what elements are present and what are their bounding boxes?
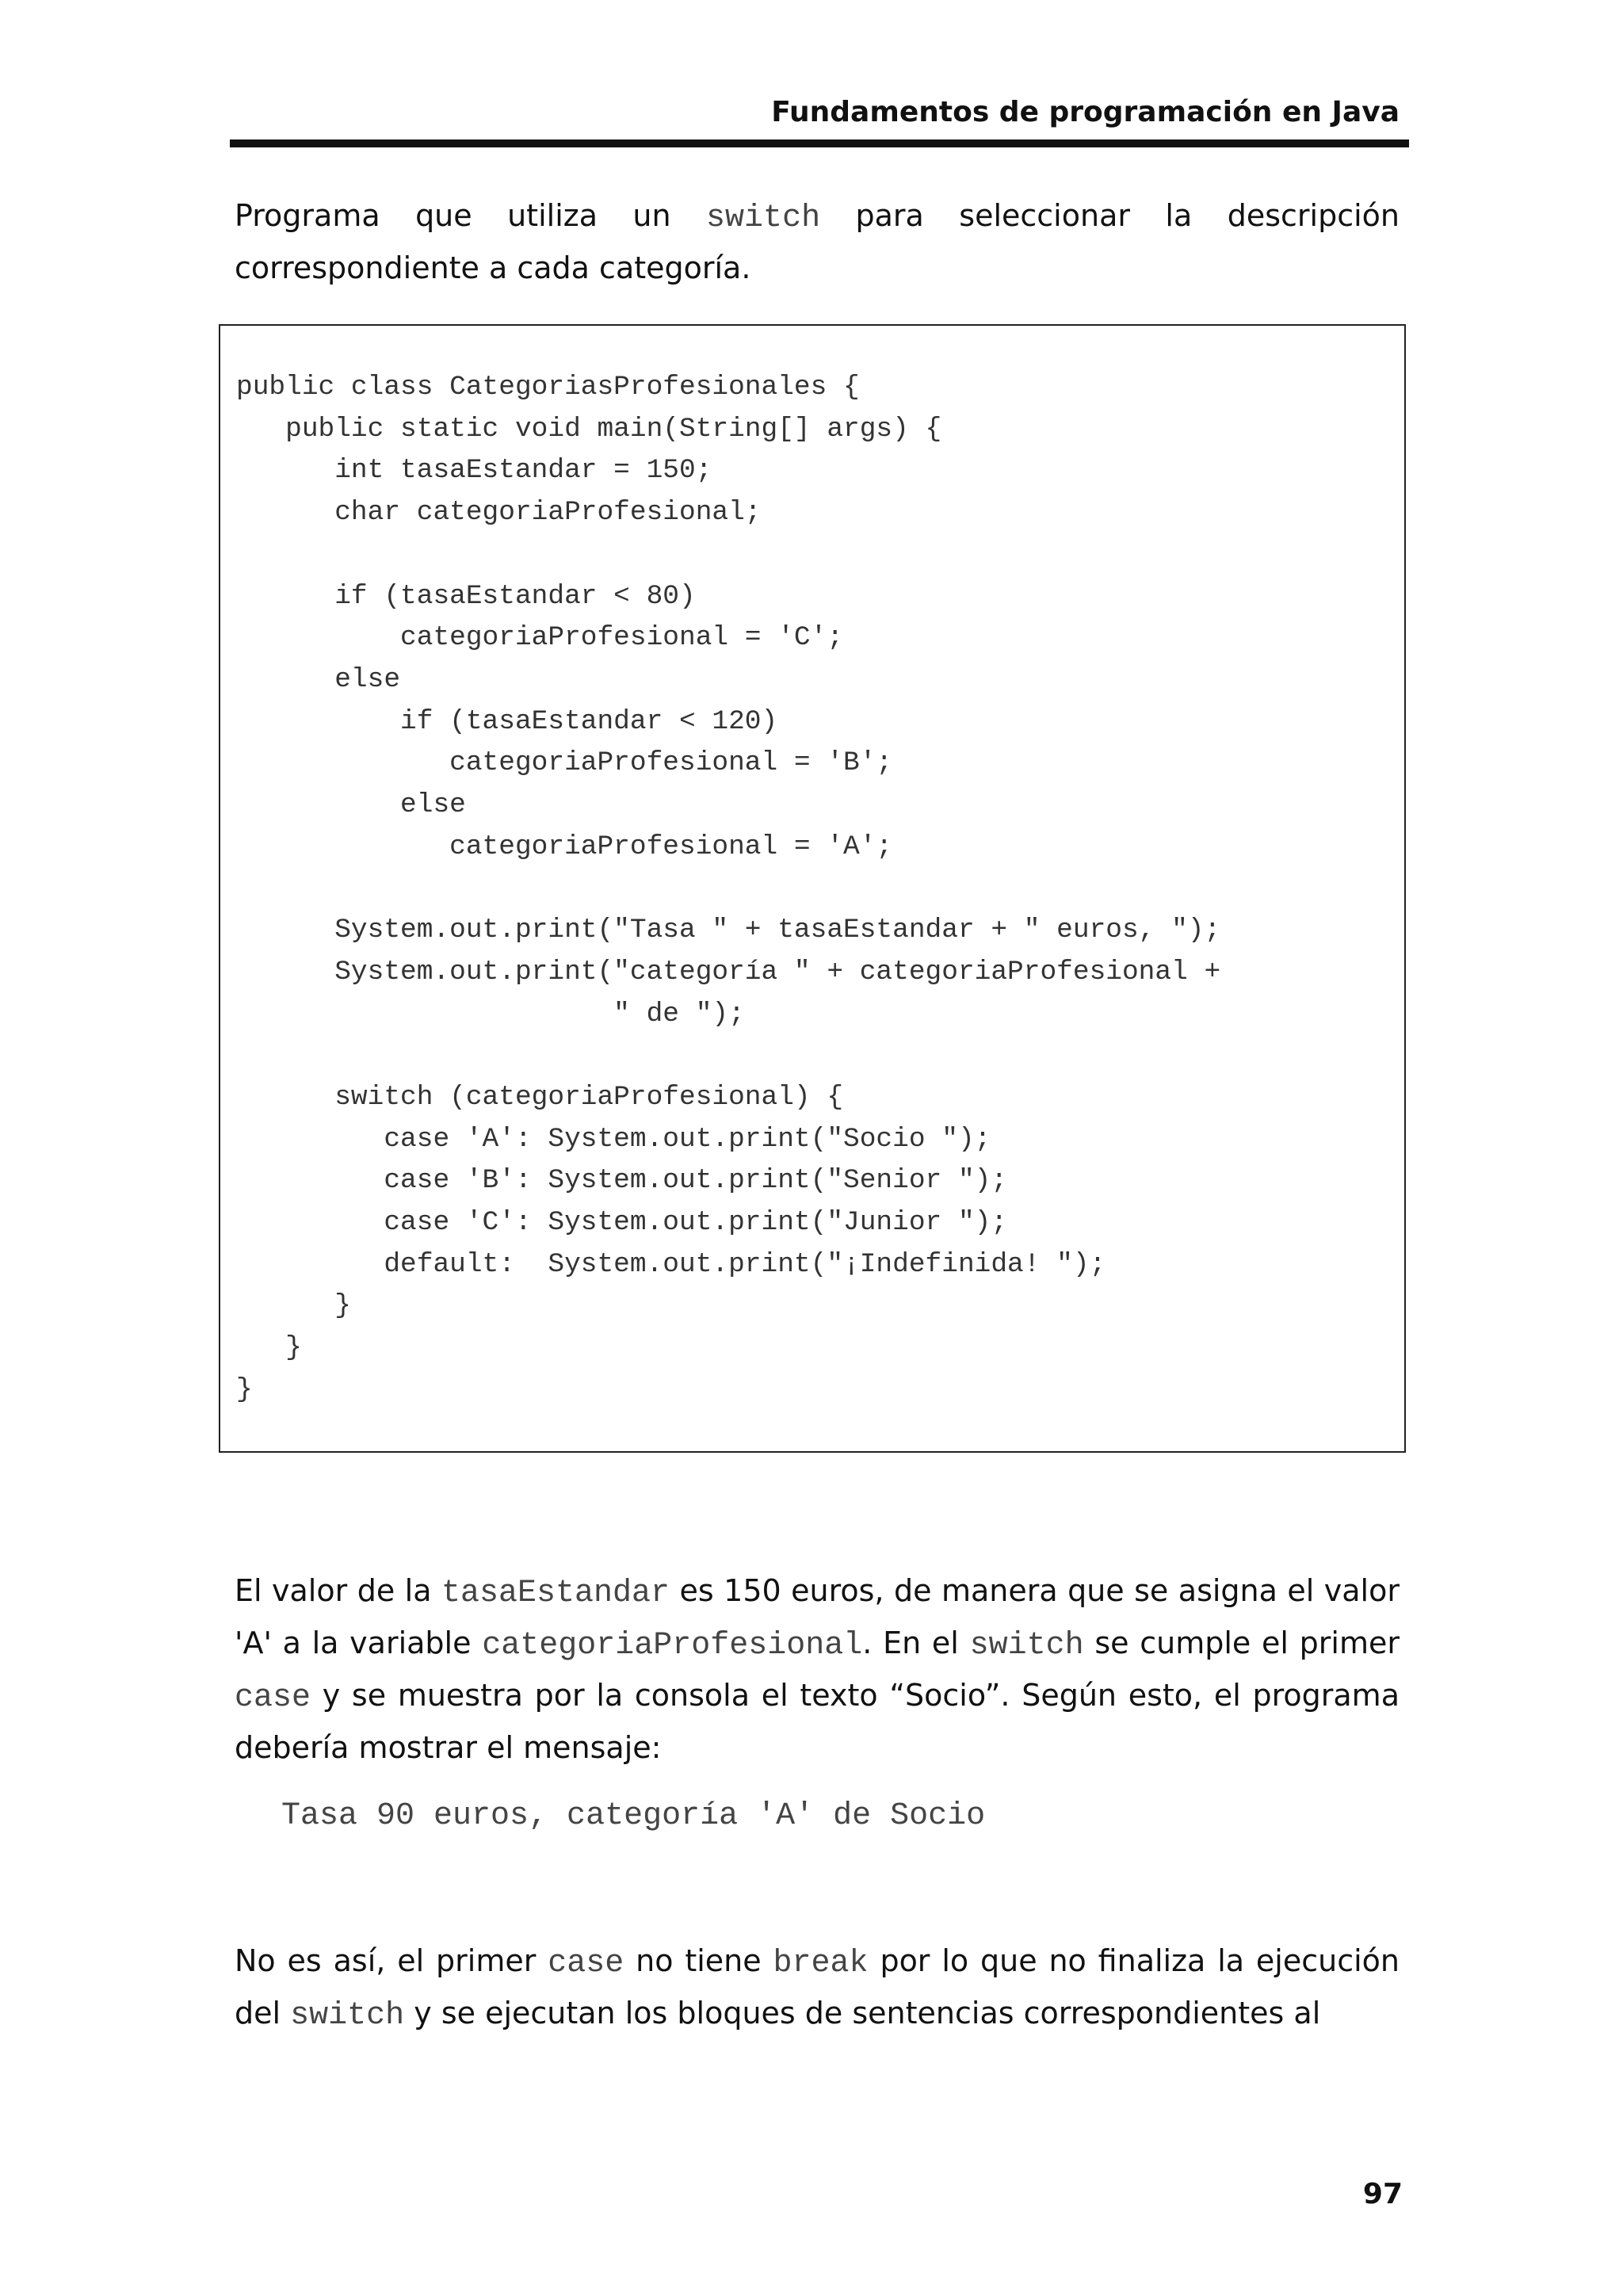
final-paragraph — [235, 1936, 1400, 2041]
code-line: else — [236, 789, 466, 821]
final-text-4: y se ejecutan los bloques de sentencias correspondientes al — [404, 1996, 1321, 2030]
code-line: case 'A': System.out.print("Socio "); — [236, 1123, 991, 1155]
explain-text-3: . En el — [862, 1626, 970, 1660]
code-listing-box — [219, 324, 1406, 1453]
final-text-1: No es así, el primer — [235, 1943, 548, 1978]
intro-paragraph — [235, 191, 1400, 293]
explain-code-switch: switch — [969, 1628, 1084, 1664]
explain-text-2: es 150 euros, de manera que se asigna el valor 'A' a la variable — [235, 1573, 1400, 1660]
page-number: 97 — [1362, 2178, 1403, 2210]
final-text-2: no tiene — [624, 1943, 773, 1978]
code-line: categoriaProfesional = 'B'; — [236, 747, 893, 779]
code-line: public class CategoriasProfesionales { — [236, 372, 860, 403]
code-line: } — [236, 1373, 253, 1405]
explain-text-1: El valor de la — [235, 1573, 441, 1608]
expected-output-line: Tasa 90 euros, categoría 'A' de Socio — [281, 1798, 986, 1834]
code-line: System.out.print("categoría " + categoriaProfesional + — [236, 956, 1221, 988]
header-rule — [230, 139, 1409, 147]
final-code-break: break — [773, 1946, 869, 1981]
code-line: case 'B': System.out.print("Senior "); — [236, 1165, 1008, 1197]
code-line: int tasaEstandar = 150; — [236, 455, 712, 487]
explain-text-5: y se muestra por la consola el texto “Socio”. Según esto, el programa debería mostrar el mensaje: — [235, 1678, 1400, 1765]
running-header-title: Fundamentos de programación en Java — [771, 96, 1400, 128]
explain-code-categoriaProfesional: categoriaProfesional — [482, 1628, 863, 1664]
explain-code-case: case — [235, 1680, 311, 1716]
explanation-paragraph — [235, 1566, 1400, 1773]
code-line: char categoriaProfesional; — [236, 497, 762, 529]
code-line: categoriaProfesional = 'C'; — [236, 622, 844, 654]
code-line: } — [236, 1290, 351, 1322]
intro-text-1: Programa que utiliza un — [235, 198, 707, 233]
final-text-3: por lo que no finaliza la ejecución del — [235, 1943, 1400, 2030]
explain-code-tasaEstandar: tasaEstandar — [441, 1576, 670, 1611]
code-line: else — [236, 663, 401, 695]
code-line: if (tasaEstandar < 120) — [236, 705, 778, 737]
final-code-switch: switch — [290, 1998, 405, 2034]
final-code-case: case — [548, 1946, 624, 1981]
code-listing — [236, 367, 1220, 1412]
code-line: switch (categoriaProfesional) { — [236, 1081, 844, 1113]
code-line: default: System.out.print("¡Indefinida! "); — [236, 1248, 1106, 1280]
code-line: public static void main(String[] args) { — [236, 413, 942, 445]
code-line: case 'C': System.out.print("Junior "); — [236, 1207, 1008, 1239]
intro-text-2: para seleccionar la descripción correspondiente a cada categoría. — [235, 198, 1400, 285]
code-line: categoriaProfesional = 'A'; — [236, 831, 893, 862]
code-line: System.out.print("Tasa " + tasaEstandar + " euros, "); — [236, 915, 1221, 946]
intro-code-switch: switch — [706, 201, 821, 236]
code-line: } — [236, 1332, 302, 1364]
code-line: " de "); — [236, 998, 745, 1030]
code-line: if (tasaEstandar < 80) — [236, 580, 696, 612]
explain-text-4: se cumple el primer — [1083, 1626, 1400, 1660]
